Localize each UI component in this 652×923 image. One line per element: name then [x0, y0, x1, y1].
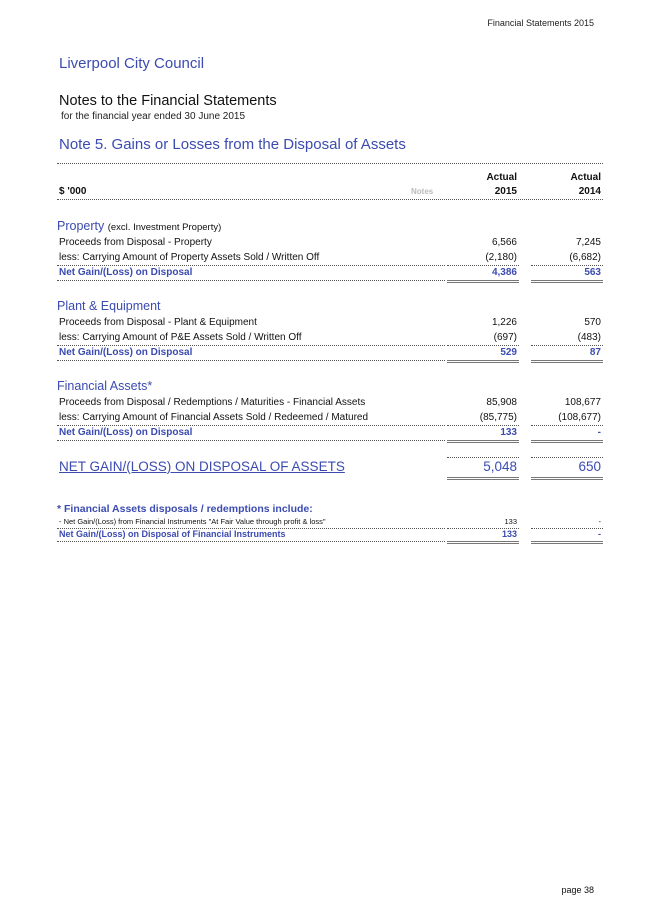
- row-rule: [57, 541, 445, 542]
- footnote-row: [57, 515, 603, 528]
- value-2015: 1,226: [491, 317, 517, 328]
- grand-total-2015: 5,048: [483, 459, 517, 474]
- table-row: [57, 315, 603, 330]
- value-2015: (85,775): [479, 412, 517, 423]
- net-label: Net Gain/(Loss) on Disposal: [59, 347, 193, 358]
- notes-col-header: Notes: [411, 187, 434, 196]
- footnote-net-2014: -: [598, 529, 601, 539]
- row-label: less: Carrying Amount of Financial Assets Sold / Redeemed / Matured: [59, 412, 369, 423]
- note-title: Note 5. Gains or Losses from the Disposal of Assets: [59, 136, 406, 153]
- col1-header-year: 2015: [494, 186, 517, 197]
- total-rule: [447, 280, 519, 283]
- total-rule: [531, 360, 603, 363]
- top-rule: [57, 163, 603, 164]
- total-rule: [447, 440, 519, 443]
- row-label: less: Carrying Amount of P&E Assets Sold / Written Off: [59, 332, 302, 343]
- row-label: Proceeds from Disposal - Plant & Equipment: [59, 317, 257, 328]
- total-rule: [531, 440, 603, 443]
- section-financial: [57, 377, 603, 395]
- footnote-net-2015: 133: [501, 529, 517, 539]
- section-financial-title: Financial Assets*: [57, 379, 153, 393]
- footnote-net-label: Net Gain/(Loss) on Disposal of Financial Instruments: [59, 529, 286, 539]
- net-row: [57, 345, 603, 360]
- row-rule: [57, 440, 445, 441]
- section-plant-title: Plant & Equipment: [57, 299, 161, 313]
- net-row: [57, 425, 603, 440]
- net-row: [57, 265, 603, 280]
- header-rule: [57, 199, 603, 200]
- running-header: Financial Statements 2015: [487, 18, 594, 28]
- table-row: [57, 395, 603, 410]
- section-property-suffix: (excl. Investment Property): [107, 222, 222, 233]
- council-name: Liverpool City Council: [59, 55, 205, 72]
- row-label: Proceeds from Disposal - Property: [59, 237, 212, 248]
- value-2014: 7,245: [575, 237, 601, 248]
- value-2014: (108,677): [558, 412, 601, 423]
- section-plant: [57, 297, 603, 315]
- row-rule: [57, 280, 445, 281]
- net-2014: -: [597, 427, 601, 438]
- table-row: [57, 235, 603, 250]
- row-rule: [57, 360, 445, 361]
- net-2015: 4,386: [491, 267, 517, 278]
- footnote-row-label: - Net Gain/(Loss) from Financial Instruments "At Fair Value through profit & loss": [59, 517, 326, 526]
- footnote-net-row: [57, 528, 603, 541]
- table-row: [57, 330, 603, 345]
- col1-header-top: Actual: [486, 172, 517, 183]
- row-label: Proceeds from Disposal / Redemptions / Maturities - Financial Assets: [59, 397, 366, 408]
- grand-total-row: [57, 457, 603, 477]
- notes-title: Notes to the Financial Statements: [59, 93, 277, 109]
- net-label: Net Gain/(Loss) on Disposal: [59, 427, 193, 438]
- net-2015: 529: [500, 347, 517, 358]
- value-2014: 108,677: [564, 397, 601, 408]
- col2-header-year: 2014: [578, 186, 601, 197]
- value-2015: (697): [493, 332, 517, 343]
- total-rule: [531, 477, 603, 480]
- total-rule: [531, 541, 603, 544]
- disposal-table: [57, 163, 603, 541]
- value-2015: (2,180): [485, 252, 517, 263]
- row-label: less: Carrying Amount of Property Assets Sold / Written Off: [59, 252, 320, 263]
- page-number: page 38: [561, 885, 594, 895]
- total-rule: [531, 280, 603, 283]
- value-2014: (6,682): [569, 252, 601, 263]
- grand-total-2014: 650: [578, 459, 601, 474]
- section-property-title: Property: [57, 219, 105, 233]
- footnote-title: * Financial Assets disposals / redemptions include:: [57, 503, 313, 515]
- table-row: [57, 250, 603, 265]
- total-rule: [447, 360, 519, 363]
- total-rule: [447, 541, 519, 544]
- net-2014: 87: [589, 347, 601, 358]
- value-2015: 6,566: [491, 237, 517, 248]
- unit-label: $ '000: [59, 186, 87, 197]
- notes-subtitle: for the financial year ended 30 June 2015: [61, 111, 246, 122]
- col2-header-top: Actual: [570, 172, 601, 183]
- table-row: [57, 410, 603, 425]
- total-rule: [447, 477, 519, 480]
- net-2014: 563: [584, 267, 601, 278]
- value-2015: 85,908: [486, 397, 517, 408]
- value-2014: 570: [584, 317, 601, 328]
- net-2015: 133: [500, 427, 517, 438]
- footnote-row-2014: -: [598, 517, 601, 526]
- footnote-row-2015: 133: [504, 517, 517, 526]
- section-property: [57, 217, 603, 235]
- grand-total-label: NET GAIN/(LOSS) ON DISPOSAL OF ASSETS: [59, 459, 345, 474]
- value-2014: (483): [577, 332, 601, 343]
- net-label: Net Gain/(Loss) on Disposal: [59, 267, 193, 278]
